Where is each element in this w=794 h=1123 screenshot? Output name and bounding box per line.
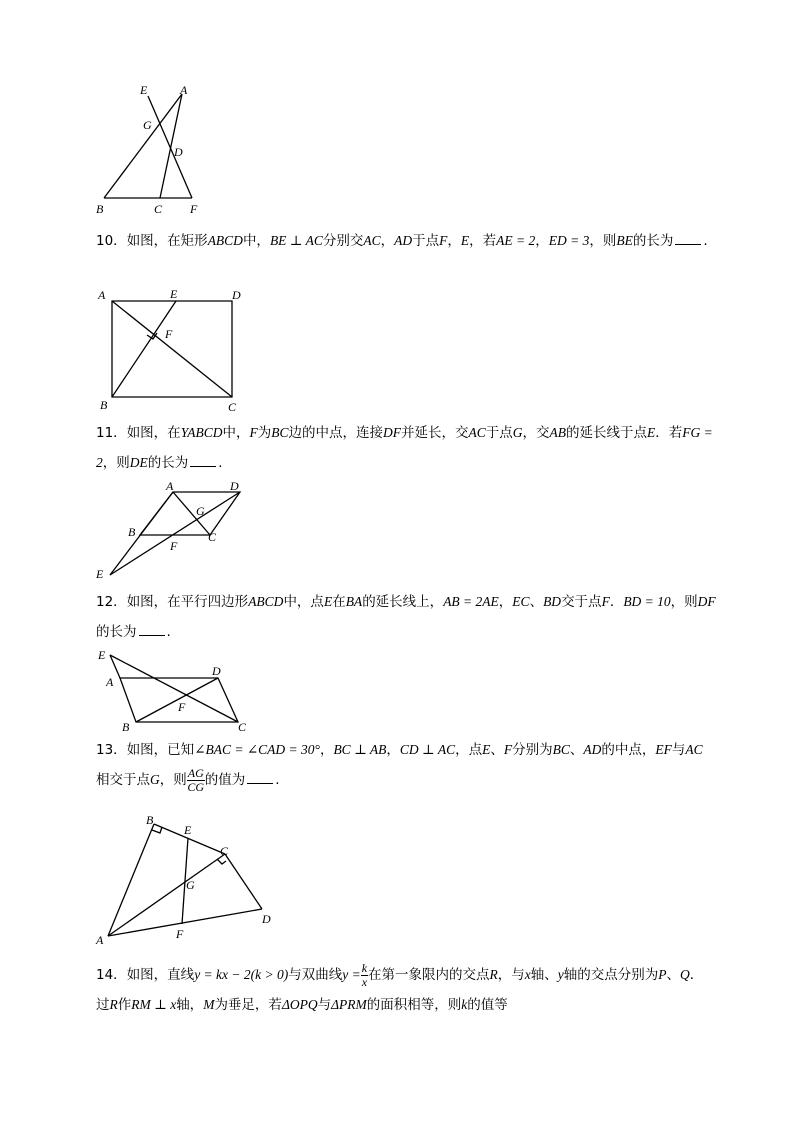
label-D: D (212, 664, 221, 678)
label-B: B (122, 720, 130, 734)
label-D: D (262, 912, 271, 926)
label-A: A (106, 675, 114, 689)
label-F: F (190, 202, 198, 216)
answer-blank (190, 452, 216, 467)
label-C: C (228, 400, 237, 414)
label-C: C (220, 844, 229, 858)
figure-q12 (90, 645, 260, 735)
label-B: B (100, 398, 108, 412)
label-F: F (178, 700, 186, 714)
label-B: B (128, 525, 136, 539)
label-C: C (154, 202, 163, 216)
answer-blank (247, 769, 273, 784)
question-13: 13．如图，已知∠BAC = ∠CAD = 30°，BC ⊥ AB，CD ⊥ AC，点E、F分别为BC、AD的中点，EF与AC相交于点G，则 $\frac{AG}{CG}$ 的值为 . (96, 742, 703, 794)
answer-blank (675, 230, 701, 245)
label-E: E (140, 83, 148, 97)
label-C: C (238, 720, 247, 734)
label-A: A (166, 479, 174, 493)
fraction-ag-cg: $\frac{AG}{CG}$ (187, 765, 205, 794)
label-C: C (208, 530, 217, 544)
label-E: E (98, 648, 106, 662)
label-D: D (232, 288, 241, 302)
label-G: G (186, 878, 195, 892)
question-14: 14．如图，直线y = kx − 2(k > 0)与双曲线y = $\frac{k}{x}$ 在第一象限内的交点R，与x轴、y轴的交点分别为P、Q．过R作RM ⊥ x轴，M为垂足，若ΔOPQ与ΔPRM的面积相等，则k的值等 (96, 960, 704, 1013)
label-B: B (146, 813, 154, 827)
label-A: A (180, 83, 188, 97)
label-E: E (96, 567, 104, 581)
figure-q11 (90, 478, 260, 583)
label-A: A (96, 933, 104, 947)
figure-q9 (90, 80, 210, 220)
fraction-k-x: $\frac{k}{x}$ (361, 960, 368, 989)
label-F: F (165, 327, 173, 341)
label-D: D (230, 479, 239, 493)
question-11: 11．如图，在YABCD中，F为BC边的中点，连接DF并延长，交AC于点G，交AB的延长线于点E．若FG = 2，则DE的长为 . (96, 425, 713, 471)
label-F: F (170, 539, 178, 553)
label-F: F (176, 927, 184, 941)
label-G: G (143, 118, 152, 132)
answer-blank (139, 621, 165, 636)
label-E: E (184, 823, 192, 837)
label-A: A (98, 288, 106, 302)
label-G: G (196, 504, 205, 518)
label-D: D (174, 145, 183, 159)
figure-q10 (90, 285, 260, 420)
label-E: E (170, 287, 178, 301)
label-B: B (96, 202, 104, 216)
question-12: 12．如图，在平行四边形ABCD中，点E在BA的延长线上，AB = 2AE，EC、BD交于点F．BD = 10，则DF的长为 . (96, 594, 716, 640)
question-10: 10．如图，在矩形ABCD中，BE ⊥ AC分别交AC，AD于点F，E，若AE = 2，ED = 3，则BE的长为 . (96, 226, 716, 256)
figure-q13 (90, 810, 290, 950)
